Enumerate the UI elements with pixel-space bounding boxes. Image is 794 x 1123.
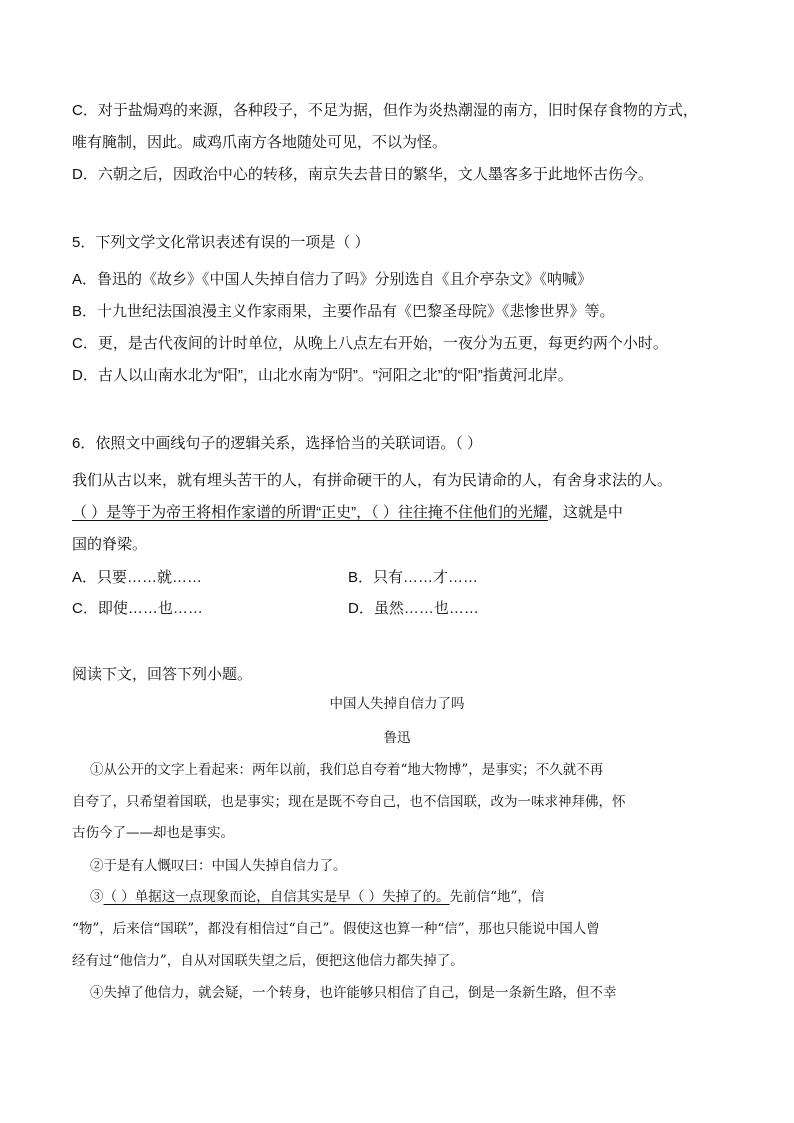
passage-para1-line3: 古伤今了——却也是事实。	[72, 825, 234, 841]
q6-passage-line3: 国的脊梁。	[72, 536, 148, 553]
passage-author: 鲁迅	[383, 730, 411, 746]
q6-passage-line1: 我们从古以来，就有埋头苦干的人，有拼命硬干的人，有为民请命的人，有舍身求法的人。	[72, 472, 673, 489]
q6-option-d: D．虽然……也……	[348, 600, 479, 617]
passage-title: 中国人失掉自信力了吗	[329, 696, 465, 712]
passage-para4-line1: ④失掉了他信力，就会疑，一个转身，也许能够只相信了自己，倒是一条新生路，但不幸	[90, 985, 617, 1001]
q6-option-b: B．只有……才……	[348, 569, 479, 586]
q5-stem: 5．下列文学文化常识表述有误的一项是（ ）	[72, 234, 370, 251]
q4-option-d: D．六朝之后，因政治中心的转移，南京失去昔日的繁华，文人墨客多于此地怀古伤今。	[72, 166, 653, 183]
q6-passage-line2-rest: ，这就是中	[547, 504, 623, 521]
para3-number: ③	[90, 889, 104, 905]
passage-para1-line1: ①从公开的文字上看起来：两年以前，我们总自夸着“地大物博”，是事实；不久就不再	[90, 762, 604, 778]
q6-option-c: C．即使……也……	[72, 600, 203, 617]
q5-option-d: D．古人以山南水北为“阳”，山北水南为“阴”。“河阳之北”的“阳”指黄河北岸。	[72, 367, 573, 384]
para3-line1-rest: 先前信“地”，信	[449, 889, 545, 905]
q6-stem: 6．依照文中画线句子的逻辑关系，选择恰当的关联词语。（ ）	[72, 435, 483, 452]
passage-para3-line3: 经有过“他信力”，自从对国联失望之后，便把这他信力都失掉了。	[72, 953, 464, 969]
q4-option-c: C．对于盐焗鸡的来源，各种段子，不足为据，但作为炎热潮湿的南方，旧时保存食物的方式，	[72, 102, 698, 119]
passage-para3-line1	[90, 887, 544, 907]
q5-option-a: A．鲁迅的《故乡》《中国人失掉自信力了吗》分别选自《且介亭杂文》《呐喊》	[72, 271, 593, 288]
para3-underlined-sentence: （ ）单据这一点现象而论，自信其实是早（ ）失掉了的。	[103, 889, 450, 905]
q6-underlined-sentence: （ ）是等于为帝王将相作家谱的所谓“正史”，（ ）往往掩不住他们的光耀	[72, 504, 548, 521]
reading-intro: 阅读下文，回答下列小题。	[72, 666, 253, 683]
q5-option-b: B．十九世纪法国浪漫主义作家雨果，主要作品有《巴黎圣母院》《悲惨世界》等。	[72, 303, 615, 320]
q6-passage-line2	[72, 503, 623, 523]
passage-para3-line2: “物”，后来信“国联”，都没有相信过“自己”。假使这也算一种“信”，那也只能说中国人曾	[72, 921, 600, 937]
q5-option-c: C．更，是古代夜间的计时单位，从晚上八点左右开始，一夜分为五更，每更约两个小时。	[72, 335, 668, 352]
q6-option-a: A．只要……就……	[72, 569, 203, 586]
passage-para1-line2: 自夸了，只希望着国联，也是事实；现在是既不夸自己，也不信国联，改为一味求神拜佛，怀	[72, 794, 626, 810]
q4-option-c-cont: 唯有腌制，因此。咸鸡爪南方各地随处可见，不以为怪。	[72, 134, 448, 151]
passage-para2: ②于是有人慨叹曰：中国人失掉自信力了。	[90, 858, 347, 874]
